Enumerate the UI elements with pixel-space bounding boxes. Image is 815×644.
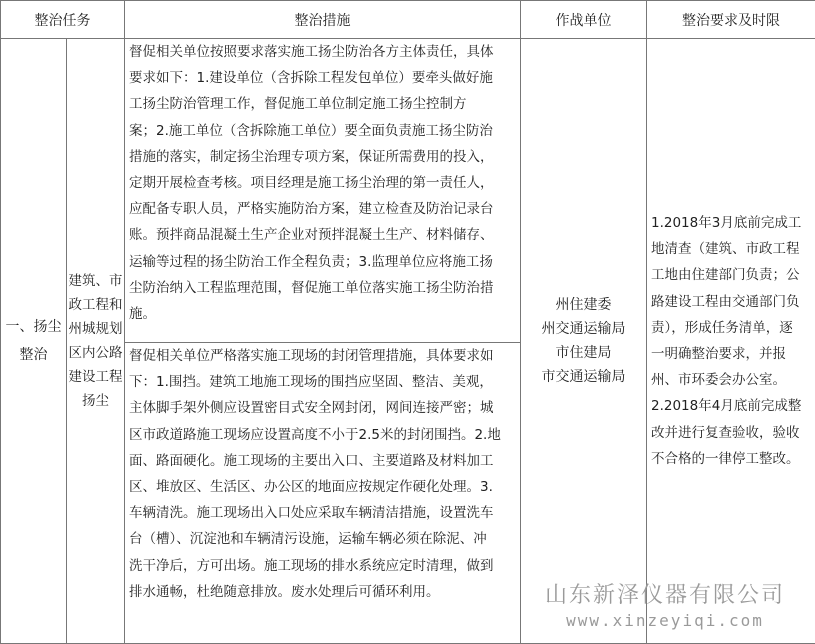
measure-line: 案；2.施工单位（含拆除施工单位）要全面负责施工扬尘防治 (129, 118, 516, 144)
subtask-line: 建筑、市 (67, 269, 124, 293)
unit-line: 州交通运输局 (521, 317, 646, 341)
requirement-line: 2.2018年4月底前完成整 (651, 393, 811, 419)
requirements-cell (647, 39, 815, 644)
header-task: 整治任务 (1, 1, 125, 39)
measure-line: 台（槽）、沉淀池和车辆清污设施，运输车辆必须在除泥、冲 (129, 526, 516, 552)
requirement-line: 一明确整治要求，并报 (651, 341, 811, 367)
subtask-line: 区内公路 (67, 341, 124, 365)
watermark (545, 578, 785, 630)
subtask-line: 建设工程 (67, 365, 124, 389)
measure-line: 区市政道路施工现场应设置高度不小于2.5米的封闭围挡。2.地 (129, 422, 516, 448)
measure-cell-responsibility (125, 39, 521, 343)
unit-line: 市交通运输局 (521, 365, 646, 389)
subtask-line: 扬尘 (67, 389, 124, 413)
requirement-line: 工地由住建部门负责；公 (651, 262, 811, 288)
watermark-company: 山东新泽仪器有限公司 (545, 578, 785, 609)
measure-line: 排水通畅，杜绝随意排放。废水处理后可循环利用。 (129, 579, 516, 605)
measure-line: 主体脚手架外侧应设置密目式安全网封闭，网间连接严密；城 (129, 395, 516, 421)
measure-line: 下：1.围挡。建筑工地施工现场的围挡应坚固、整洁、美观， (129, 369, 516, 395)
measure-cell-enclosure (125, 343, 521, 644)
measure-line: 工扬尘防治管理工作，督促施工单位制定施工扬尘控制方 (129, 91, 516, 117)
requirement-line: 州、市环委会办公室。 (651, 367, 811, 393)
unit-line: 州住建委 (521, 293, 646, 317)
measure-line: 区、堆放区、生活区、办公区的地面应按规定作硬化处理。3. (129, 474, 516, 500)
task-cell (1, 39, 67, 644)
watermark-url: www.xinzeyiqi.com (545, 611, 785, 630)
table-header-row (1, 1, 815, 39)
unit-cell (521, 39, 647, 644)
requirement-line: 改并进行复查验收，验收 (651, 420, 811, 446)
measure-line: 车辆清洗。施工现场出入口处应采取车辆清洁措施，设置洗车 (129, 500, 516, 526)
header-requirements: 整治要求及时限 (647, 1, 815, 39)
task-line: 一、扬尘 (1, 313, 66, 341)
measure-line: 应配备专职人员，严格实施防治方案，建立检查及防治记录台 (129, 196, 516, 222)
measure-line: 面、路面硬化。施工现场的主要出入口、主要道路及材料加工 (129, 448, 516, 474)
table-row (1, 39, 815, 343)
measure-line: 施。 (129, 301, 516, 327)
measure-line: 尘防治纳入工程监理范围，督促施工单位落实施工扬尘防治措 (129, 275, 516, 301)
measure-line: 账。预拌商品混凝土生产企业对预拌混凝土生产、材料储存、 (129, 222, 516, 248)
subtask-line: 州城规划 (67, 317, 124, 341)
subtask-line: 政工程和 (67, 293, 124, 317)
measure-line: 洗干净后，方可出场。施工现场的排水系统应定时清理，做到 (129, 553, 516, 579)
measure-line: 措施的落实，制定扬尘治理专项方案，保证所需费用的投入， (129, 144, 516, 170)
measure-line: 督促相关单位严格落实施工现场的封闭管理措施，具体要求如 (129, 343, 516, 369)
measure-line: 督促相关单位按照要求落实施工扬尘防治各方主体责任，具体 (129, 39, 516, 65)
task-line: 整治 (1, 341, 66, 369)
measure-line: 要求如下：1.建设单位（含拆除工程发包单位）要牵头做好施 (129, 65, 516, 91)
header-measures: 整治措施 (125, 1, 521, 39)
requirement-line: 责），形成任务清单，逐 (651, 315, 811, 341)
requirement-line: 1.2018年3月底前完成工 (651, 210, 811, 236)
measure-line: 运输等过程的扬尘防治工作全程负责；3.监理单位应将施工扬 (129, 249, 516, 275)
unit-line: 市住建局 (521, 341, 646, 365)
requirement-line: 地清查（建筑、市政工程 (651, 236, 811, 262)
header-unit: 作战单位 (521, 1, 647, 39)
requirement-line: 路建设工程由交通部门负 (651, 289, 811, 315)
requirement-line: 不合格的一律停工整改。 (651, 446, 811, 472)
measure-line: 定期开展检查考核。项目经理是施工扬尘治理的第一责任人， (129, 170, 516, 196)
subtask-cell (67, 39, 125, 644)
